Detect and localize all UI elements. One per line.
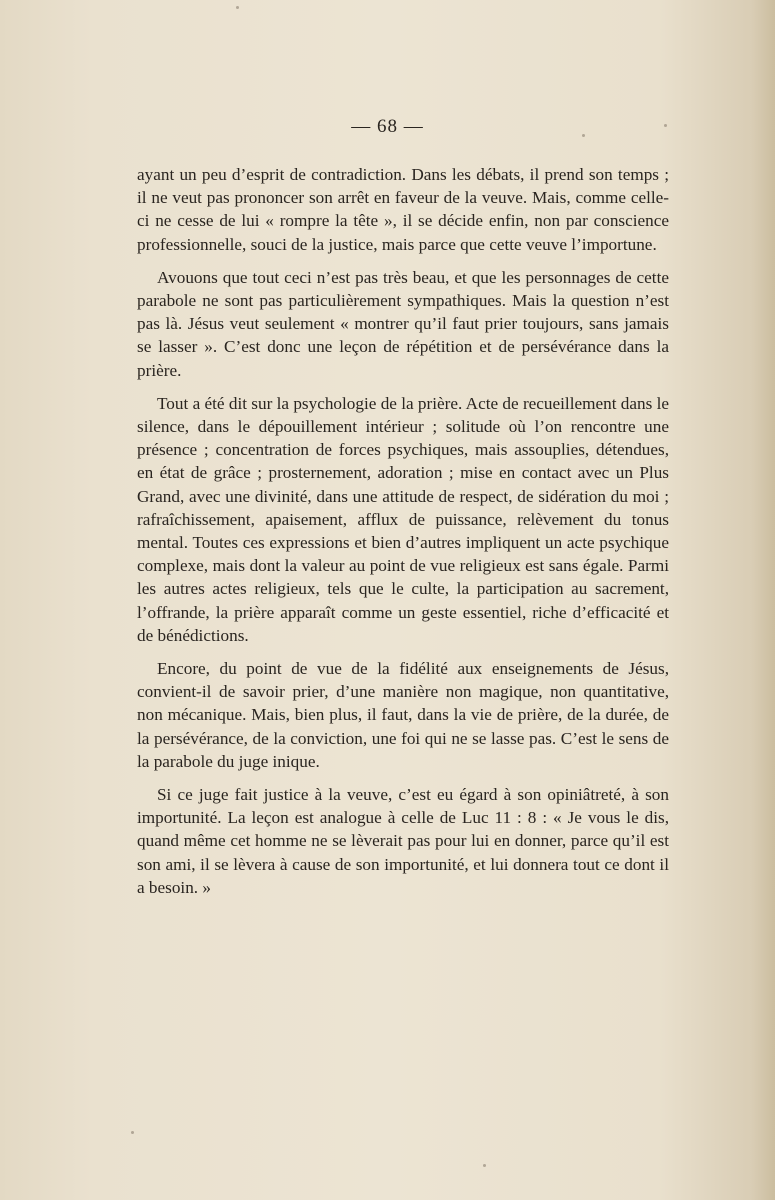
paper-speck — [483, 1164, 486, 1167]
page-number: — 68 — — [351, 116, 424, 137]
paper-speck — [582, 134, 585, 137]
paper-speck — [236, 6, 239, 9]
paragraph-4: Encore, du point de vue de la fidélité aux enseignements de Jésus, convient-il de savoir prier, d’une manière non magique, non quantitative, non mécanique. Mais, bien plus, il faut, dans la vie de prière, de la durée, de la persévérance, de la conviction, une foi qui ne se lasse pas. C’est le sens de la parabole du juge inique. — [137, 659, 669, 771]
paper-speck — [131, 1131, 134, 1134]
paragraph-3: Tout a été dit sur la psychologie de la prière. Acte de recueillement dans le silence, dans le dépouillement intérieur ; solitude où l’on rencontre une présence ; concentration de forces psychiques, mais assouplies, détendues, en état de grâce ; prosternement, adoration ; mise en contact avec un Plus Grand, avec une divinité, dans une attitude de respect, de sidération du moi ; rafraîchissement, apaisement, afflux de puissance, relèvement du tonus mental. Toutes ces expressions et bien d’autres impliquent un acte psychique complexe, mais dont la valeur au point de vue religieux est sans égale. Parmi les autres actes religieux, tels que le culte, la participation au sacrement, l’offrande, la prière apparaît comme un geste essentiel, riche d’efficacité et de bénédictions. — [137, 393, 669, 645]
paragraph-5: Si ce juge fait justice à la veuve, c’est eu égard à son opiniâtreté, à son importunité. La leçon est analogue à celle de Luc 11 : 8 : « Je vous le dis, quand même cet homme ne se lèverait pas pour lui en donner, parce qu’il est son ami, il se lèvera à cause de son importunité, et lui donnera tout ce dont il a besoin. » — [137, 785, 669, 897]
paragraph-2: Avouons que tout ceci n’est pas très beau, et que les personnages de cette parabole ne sont pas particulièrement sympathiques. Mais la question n’est pas là. Jésus veut seulement « montrer qu’il faut prier toujours, sans jamais se lasser ». C’est donc une leçon de répétition et de persévérance dans la prière. — [137, 267, 669, 380]
paper-speck — [664, 124, 667, 127]
paragraph-1: ayant un peu d’esprit de contradiction. Dans les débats, il prend son temps ; il ne veut pas prononcer son arrêt en faveur de la veuve. Mais, comme celle-ci ne cesse de lui « rompre la tête », il se décide enfin, non par conscience professionnelle, souci de la justice, mais parce que cette veuve l’importune. — [137, 165, 669, 254]
body-text — [137, 163, 669, 899]
